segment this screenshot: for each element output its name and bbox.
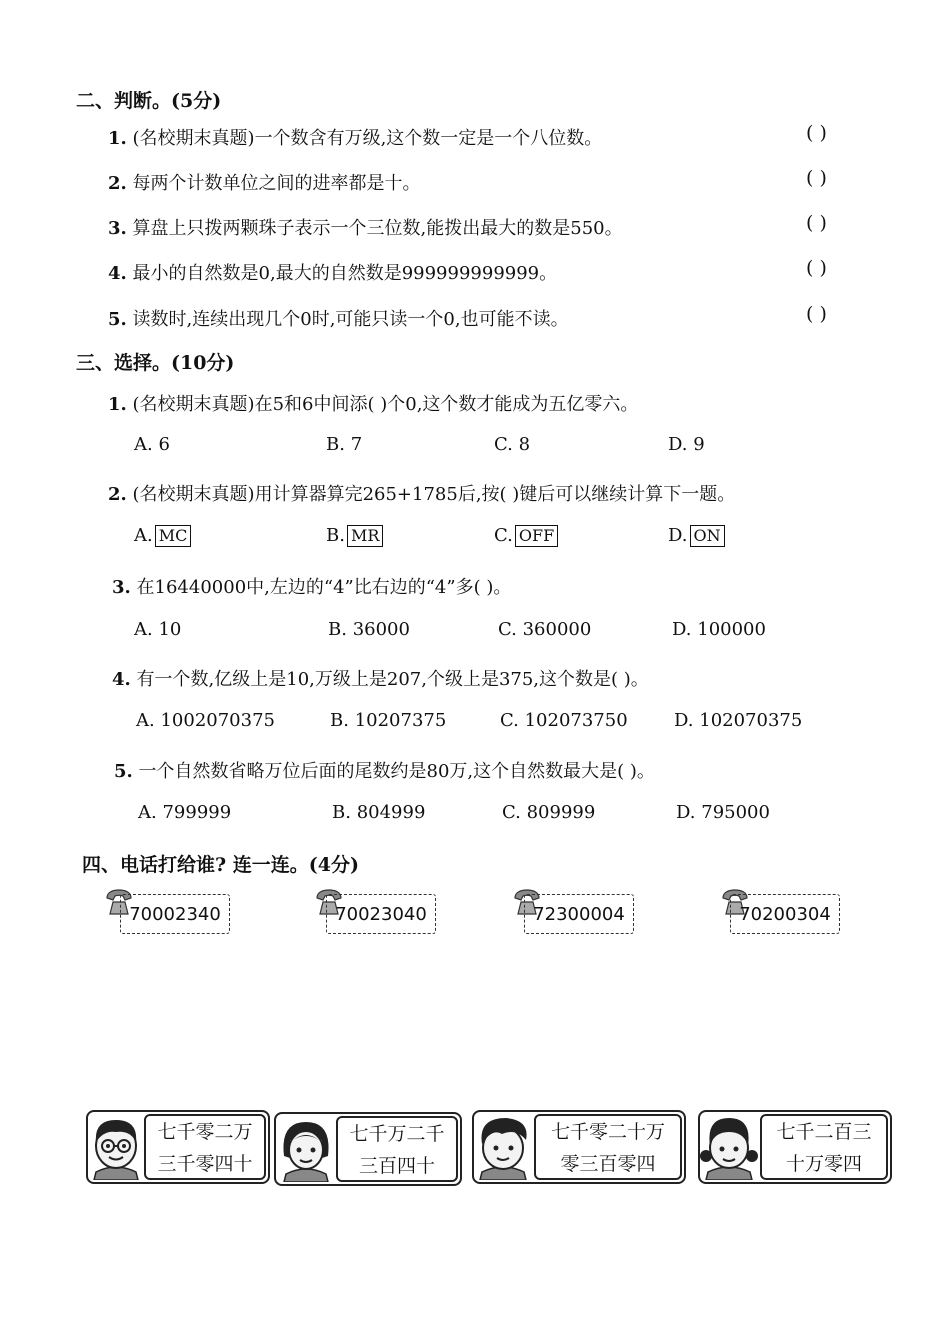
q1-option-c[interactable] bbox=[494, 434, 530, 455]
option-label: A. bbox=[136, 710, 155, 731]
section4-heading: 四、电话打给谁? 连一连。(4分) bbox=[82, 854, 359, 876]
person-3-line1: 七千零二十万 bbox=[550, 1121, 665, 1143]
choice-num-2: 2. bbox=[108, 484, 127, 505]
judge-answer-4[interactable]: ( ) bbox=[806, 257, 827, 279]
option-label: A. bbox=[134, 619, 153, 640]
q4-option-b[interactable] bbox=[330, 710, 446, 731]
q2-option-a[interactable] bbox=[134, 525, 191, 547]
person-4-line2: 十万零四 bbox=[785, 1153, 862, 1175]
q4-option-c[interactable] bbox=[500, 710, 628, 731]
person-3-line2: 零三百零四 bbox=[560, 1153, 656, 1175]
person-card-4[interactable] bbox=[698, 1110, 892, 1184]
judge-answer-1[interactable]: ( ) bbox=[806, 122, 827, 144]
option-value: 10207375 bbox=[354, 710, 447, 731]
q5-option-d[interactable] bbox=[676, 802, 770, 823]
q5-option-a[interactable] bbox=[138, 802, 231, 823]
choice-text-1: (名校期末真题)在5和6中间添( )个0,这个数才能成为五亿零六。 bbox=[132, 394, 639, 415]
judge-text-2: 每两个计数单位之间的进率都是十。 bbox=[132, 173, 421, 194]
option-label: D. bbox=[672, 619, 692, 640]
judge-num-3: 3. bbox=[108, 218, 127, 239]
section3-heading: 三、选择。(10分) bbox=[76, 352, 235, 374]
person-bubble-1 bbox=[144, 1114, 266, 1180]
judge-num-5: 5. bbox=[108, 309, 127, 330]
judge-num-1: 1. bbox=[108, 128, 127, 149]
choice-num-1: 1. bbox=[108, 394, 127, 415]
option-label: B. bbox=[326, 434, 345, 455]
choice-question-5 bbox=[114, 757, 655, 783]
option-label: D. bbox=[668, 525, 688, 546]
q4-option-d[interactable] bbox=[674, 710, 802, 731]
option-label: A. bbox=[134, 525, 153, 546]
q1-option-a[interactable] bbox=[134, 434, 170, 455]
option-label: A. bbox=[138, 802, 157, 823]
option-label: C. bbox=[494, 525, 513, 546]
choice-text-4: 有一个数,亿级上是10,万级上是207,个级上是375,这个数是( )。 bbox=[136, 669, 649, 690]
judge-item-1 bbox=[108, 124, 602, 150]
option-value: 102073750 bbox=[524, 710, 628, 731]
judge-item-3 bbox=[108, 214, 623, 240]
option-label: B. bbox=[328, 619, 347, 640]
judge-item-4 bbox=[108, 259, 557, 285]
boy-glasses-avatar-icon bbox=[86, 1114, 146, 1180]
option-label: C. bbox=[498, 619, 517, 640]
option-value: 1002070375 bbox=[160, 710, 275, 731]
section2-heading: 二、判断。(5分) bbox=[76, 90, 222, 112]
phone-number-2[interactable]: 70023040 bbox=[326, 894, 436, 934]
option-value: 360000 bbox=[522, 619, 592, 640]
option-value: 799999 bbox=[162, 802, 232, 823]
person-card-1[interactable] bbox=[86, 1110, 270, 1184]
judge-item-5 bbox=[108, 305, 569, 331]
q2-option-c[interactable] bbox=[494, 525, 558, 547]
q3-option-b[interactable] bbox=[328, 619, 410, 640]
mc-key: MC bbox=[155, 525, 192, 547]
person-1-line2: 三千零四十 bbox=[157, 1153, 253, 1175]
phone-number-3[interactable]: 72300004 bbox=[524, 894, 634, 934]
choice-question-1 bbox=[108, 390, 638, 416]
option-value: 100000 bbox=[697, 619, 766, 640]
person-card-2[interactable] bbox=[274, 1112, 462, 1186]
q2-option-d[interactable] bbox=[668, 525, 725, 547]
person-bubble-2 bbox=[336, 1116, 458, 1182]
option-label: C. bbox=[494, 434, 513, 455]
option-label: B. bbox=[332, 802, 351, 823]
option-value: 9 bbox=[693, 434, 705, 455]
option-label: A. bbox=[134, 434, 153, 455]
choice-text-2: (名校期末真题)用计算器算完265+1785后,按( )键后可以继续计算下一题。 bbox=[132, 484, 736, 505]
judge-text-1: (名校期末真题)一个数含有万级,这个数一定是一个八位数。 bbox=[132, 128, 603, 149]
person-4-line1: 七千二百三 bbox=[776, 1121, 872, 1143]
off-key: OFF bbox=[515, 525, 558, 547]
person-card-3[interactable] bbox=[472, 1110, 686, 1184]
option-label: B. bbox=[330, 710, 349, 731]
person-1-line1: 七千零二万 bbox=[157, 1121, 253, 1143]
choice-text-3: 在16440000中,左边的“4”比右边的“4”多( )。 bbox=[136, 577, 512, 598]
choice-text-5: 一个自然数省略万位后面的尾数约是80万,这个自然数最大是( )。 bbox=[138, 761, 655, 782]
judge-text-5: 读数时,连续出现几个0时,可能只读一个0,也可能不读。 bbox=[132, 309, 569, 330]
judge-answer-2[interactable]: ( ) bbox=[806, 167, 827, 189]
judge-text-4: 最小的自然数是0,最大的自然数是999999999999。 bbox=[132, 263, 558, 284]
phone-number-1[interactable]: 70002340 bbox=[120, 894, 230, 934]
judge-text-3: 算盘上只拨两颗珠子表示一个三位数,能拨出最大的数是550。 bbox=[132, 218, 623, 239]
choice-question-3 bbox=[112, 573, 511, 599]
choice-question-2 bbox=[108, 480, 735, 506]
person-2-line1: 七千万二千 bbox=[349, 1123, 445, 1145]
q1-option-d[interactable] bbox=[668, 434, 705, 455]
choice-question-4 bbox=[112, 665, 649, 691]
choice-num-3: 3. bbox=[112, 577, 131, 598]
option-value: 804999 bbox=[356, 802, 426, 823]
girl-pigtails-avatar-icon bbox=[698, 1114, 760, 1180]
q5-option-b[interactable] bbox=[332, 802, 425, 823]
q2-option-b[interactable] bbox=[326, 525, 383, 547]
q3-option-c[interactable] bbox=[498, 619, 591, 640]
option-label: D. bbox=[668, 434, 688, 455]
q5-option-c[interactable] bbox=[502, 802, 595, 823]
girl-avatar-icon bbox=[276, 1116, 336, 1182]
judge-item-2 bbox=[108, 169, 421, 195]
q3-option-d[interactable] bbox=[672, 619, 766, 640]
judge-answer-5[interactable]: ( ) bbox=[806, 303, 827, 325]
option-label: C. bbox=[502, 802, 521, 823]
option-label: D. bbox=[676, 802, 696, 823]
on-key: ON bbox=[690, 525, 725, 547]
option-value: 809999 bbox=[526, 802, 596, 823]
option-label: C. bbox=[500, 710, 519, 731]
boy-avatar-icon bbox=[472, 1114, 534, 1180]
person-bubble-3 bbox=[534, 1114, 682, 1180]
option-label: D. bbox=[674, 710, 694, 731]
option-value: 36000 bbox=[352, 619, 410, 640]
person-2-line2: 三百四十 bbox=[358, 1155, 435, 1177]
q1-option-b[interactable] bbox=[326, 434, 362, 455]
mr-key: MR bbox=[347, 525, 383, 547]
person-bubble-4 bbox=[760, 1114, 888, 1180]
option-value: 7 bbox=[350, 434, 363, 455]
option-value: 8 bbox=[518, 434, 531, 455]
judge-num-4: 4. bbox=[108, 263, 127, 284]
choice-num-4: 4. bbox=[112, 669, 131, 690]
option-label: B. bbox=[326, 525, 345, 546]
phone-number-4[interactable]: 70200304 bbox=[730, 894, 840, 934]
option-value: 6 bbox=[158, 434, 170, 455]
option-value: 795000 bbox=[701, 802, 770, 823]
judge-answer-3[interactable]: ( ) bbox=[806, 212, 827, 234]
q4-option-a[interactable] bbox=[136, 710, 275, 731]
option-value: 102070375 bbox=[699, 710, 803, 731]
option-value: 10 bbox=[158, 619, 182, 640]
q3-option-a[interactable] bbox=[134, 619, 181, 640]
judge-num-2: 2. bbox=[108, 173, 127, 194]
choice-num-5: 5. bbox=[114, 761, 133, 782]
